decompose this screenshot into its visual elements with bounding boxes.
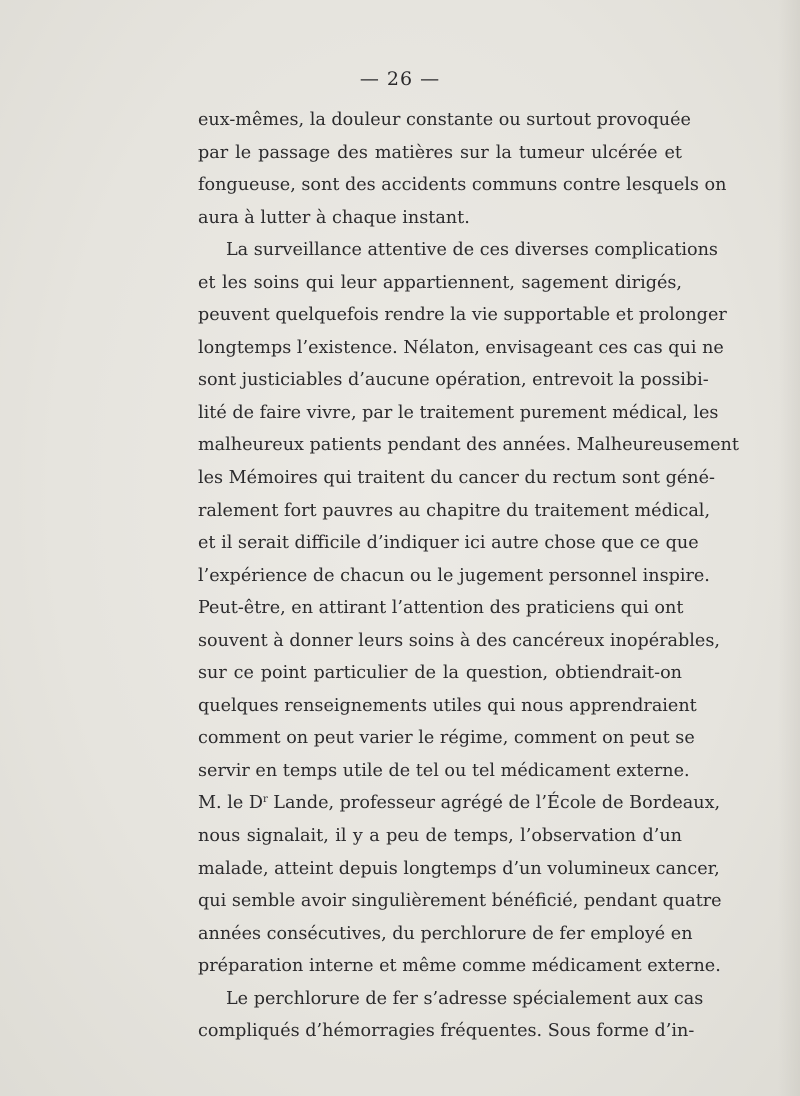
text-line: et il serait difficile d’indiquer ici autre chose que ce que [198, 533, 699, 554]
text-line: années consécutives, du perchlorure de fer employé en [198, 923, 693, 944]
text-line: préparation interne et même comme médicament externe. [198, 956, 721, 977]
text-line: fongueuse, sont des accidents communs contre lesquels on [198, 175, 727, 196]
page-number: — 26 — [359, 68, 441, 90]
text-line: Peut-être, en attirant l’attention des praticiens qui ont [198, 598, 684, 619]
body-text [198, 104, 739, 1048]
text-line: comment on peut varier le régime, comment on peut se [198, 728, 695, 749]
text-line: sont justiciables d’aucune opération, entrevoit la possibi- [198, 370, 709, 391]
text-line: servir en temps utile de tel ou tel médicament externe. [198, 760, 690, 781]
text-line: les Mémoires qui traitent du cancer du rectum sont géné- [198, 468, 715, 489]
text-line: souvent à donner leurs soins à des cancéreux inopérables, [198, 630, 720, 651]
text-line: quelques renseignements utiles qui nous apprendraient [198, 695, 697, 716]
text-line: l’expérience de chacun ou le jugement personnel inspire. [198, 565, 710, 586]
text-line: peuvent quelquefois rendre la vie supportable et prolonger [198, 305, 727, 326]
text-line: Le perchlorure de fer s’adresse spécialement aux cas [226, 988, 704, 1009]
text-line: longtemps l’existence. Nélaton, envisageant ces cas qui ne [198, 337, 724, 358]
text-line: aura à lutter à chaque instant. [198, 207, 470, 228]
text-line: eux-mêmes, la douleur constante ou surtout provoquée [198, 110, 691, 130]
text-line: compliqués d’hémorragies fréquentes. Sous forme d’in- [198, 1021, 695, 1042]
text-line: sur ce point particulier de la question, obtiendrait-on [198, 663, 682, 684]
text-line: par le passage des matières sur la tumeur ulcérée et [198, 142, 682, 163]
text-line: ralement fort pauvres au chapitre du traitement médical, [198, 500, 711, 521]
text-line: lité de faire vivre, par le traitement purement médical, les [198, 402, 719, 423]
text-line: qui semble avoir singulièrement bénéficié, pendant quatre [198, 891, 722, 912]
page-edge-shadow [778, 0, 800, 1096]
text-line: M. le $D^r$ Lande, professeur agrégé de l’École de Bordeaux, [198, 793, 721, 814]
text-line: malade, atteint depuis longtemps d’un volumineux cancer, [198, 858, 720, 879]
text-line: La surveillance attentive de ces diverses complications [226, 240, 718, 261]
text-line: malheureux patients pendant des années. Malheureusement [198, 435, 739, 456]
text-line: nous signalait, il y a peu de temps, l’observation d’un [198, 826, 682, 847]
text-line: et les soins qui leur appartiennent, sagement dirigés, [198, 272, 682, 293]
